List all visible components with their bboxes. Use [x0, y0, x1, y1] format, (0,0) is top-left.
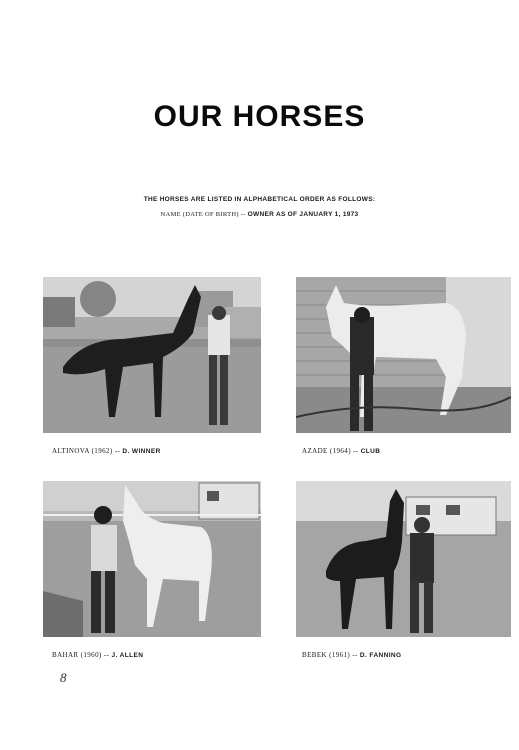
caption-name: BEBEK (1961) --	[302, 651, 360, 659]
caption-azade	[302, 447, 380, 455]
caption-owner: CLUB	[360, 448, 381, 455]
caption-bebek	[302, 651, 401, 659]
page-number: 8	[60, 670, 67, 685]
caption-altinova	[52, 447, 161, 455]
photo-bahar	[43, 481, 261, 637]
intro-line-2-rest: OWNER AS OF JANUARY 1, 1973	[247, 211, 359, 218]
caption-name: BAHAR (1960) --	[52, 651, 112, 659]
intro-line-2	[0, 211, 519, 218]
intro-line-2-name: NAME (DATE OF BIRTH) --	[160, 211, 248, 218]
caption-owner: D. FANNING	[359, 652, 402, 659]
photo-azade-image	[296, 277, 511, 433]
photo-bebek-image	[296, 481, 511, 637]
photo-azade	[296, 277, 511, 433]
photo-bebek	[296, 481, 511, 637]
caption-name: ALTINOVA (1962) --	[52, 447, 123, 455]
photo-bahar-image	[43, 481, 261, 637]
page-title: OUR HORSES	[153, 100, 366, 133]
caption-owner: D. WINNER	[122, 448, 161, 455]
caption-name: AZADE (1964) --	[302, 447, 361, 455]
photo-altinova	[43, 277, 261, 433]
photo-altinova-image	[43, 277, 261, 433]
caption-bahar	[52, 651, 143, 659]
intro-line-1: THE HORSES ARE LISTED IN ALPHABETICAL ORDER AS FOLLOWS:	[143, 196, 376, 203]
caption-owner: J. ALLEN	[111, 652, 144, 659]
